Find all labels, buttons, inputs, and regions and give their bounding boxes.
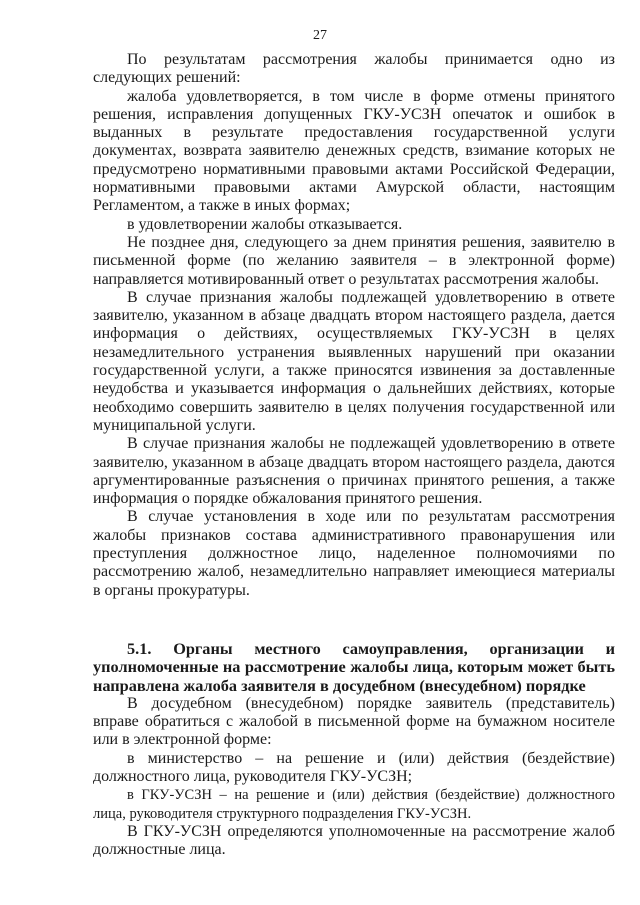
paragraph-pretrial-appeal: В досудебном (внесудебном) порядке заявитель (представитель) вправе обратиться с жалобой в письменной форме на бумажном носителе или в электронной форме: [93,694,615,749]
paragraph-prosecution-referral: В случае установления в ходе или по результатам рассмотрения жалобы признаков состава административного правонарушения или преступления должностное лицо, наделенное полномочиями по рассмотрению жалоб, незамедлительно направляет имеющиеся материалы в органы прокуратуры. [93,508,615,599]
paragraph-satisfied-response: В случае признания жалобы подлежащей удовлетворению в ответе заявителю, указанном в абзаце двадцать втором настоящего раздела, дается информация о действиях, осуществляемых ГКУ-УСЗН в целях незамедлительного устранения выявленных нарушений при оказании государственной услуги, а также приносятся извинения за доставленные неудобства и указывается информация о дальнейших действиях, которые необходимо совершить заявителю в целях получения государственной или муниципальной услуги. [93,288,615,434]
paragraph-response-deadline: Не позднее дня, следующего за днем принятия решения, заявителю в письменной форме (по желанию заявителя – в электронной форме) направляется мотивированный ответ о результатах рассмотрения жалобы. [93,233,615,288]
document-body [93,51,615,859]
paragraph-authorized-officials: В ГКУ-УСЗН определяются уполномоченные на рассмотрение жалоб должностные лица. [93,822,615,859]
page-number: 27 [313,28,327,43]
section-heading: 5.1. Органы местного самоуправления, организации и уполномоченные на рассмотрение жалобы лица, которым может быть направлена жалоба заявителя в досудебном (внесудебном) порядке [93,638,615,695]
paragraph-decisions-intro: По результатам рассмотрения жалобы принимается одно из следующих решений: [93,51,615,87]
paragraph-rejected-response: В случае признания жалобы не подлежащей удовлетворению в ответе заявителю, указанном в абзаце двадцать втором настоящего раздела, даются аргументированные разъяснения о причинах принятого решения, а также информация о порядке обжалования принятого решения. [93,435,615,508]
paragraph-gku-appeal: в ГКУ-УСЗН – на решение и (или) действия (бездействие) должностного лица, руководителя структурного подразделения ГКУ-УСЗН. [93,787,615,822]
paragraph-complaint-satisfied: жалоба удовлетворяется, в том числе в форме отмены принятого решения, исправления допущенных ГКУ-УСЗН опечаток и ошибок в выданных в результате предоставления государственной услуги документах, возврата заявителю денежных средств, взимание которых не предусмотрено нормативными правовыми актами Российской Федерации, нормативными правовыми актами Амурской области, настоящим Регламентом, а также в иных формах; [93,87,615,215]
paragraph-complaint-rejected: в удовлетворении жалобы отказывается. [127,215,403,233]
paragraph-ministry-appeal: в министерство – на решение и (или) действия (бездействие) должностного лица, руководителя ГКУ-УСЗН; [93,749,615,785]
